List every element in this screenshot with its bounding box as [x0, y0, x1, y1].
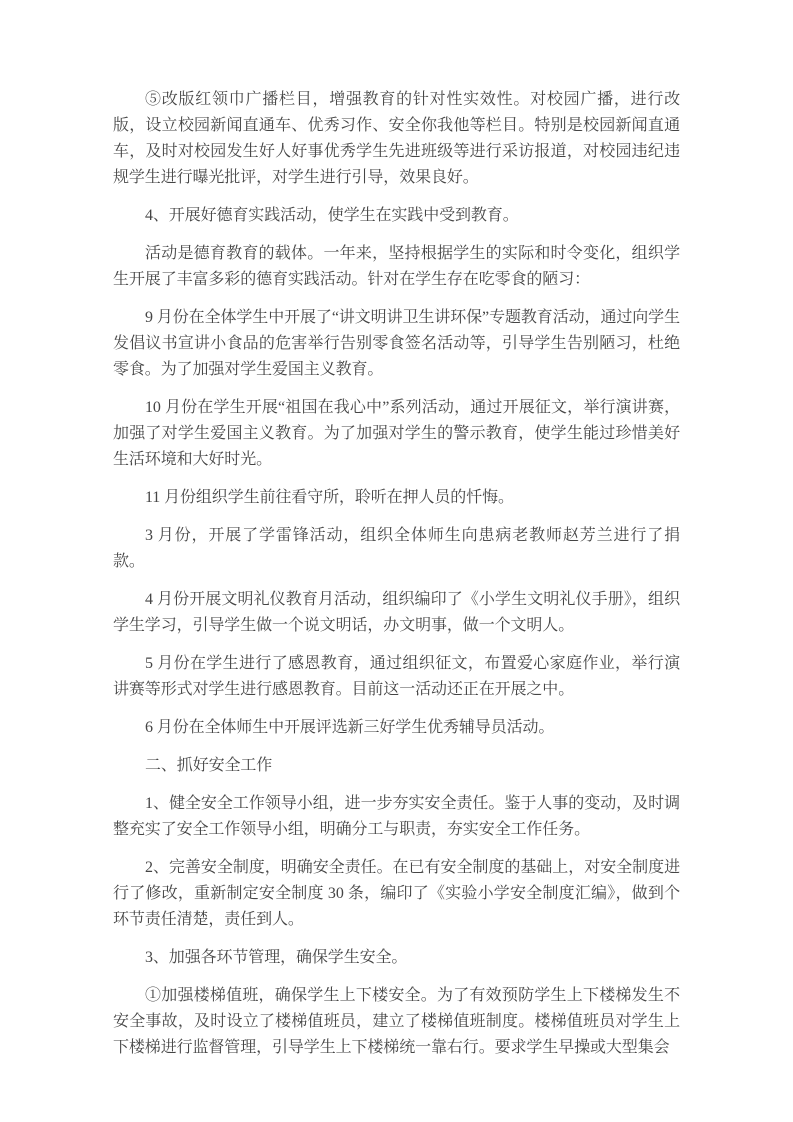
paragraph-safety-3: 3、加强各环节管理，确保学生安全。 [145, 949, 408, 966]
paragraph-april: 4 月份开展文明礼仪教育月活动，组织编印了《小学生文明礼仪手册》，组织学生学习，引导学生做一个说文明话，办文明事，做一个文明人。 [113, 591, 680, 634]
paragraph-october: 10 月份在学生开展“祖国在我心中”系列活动，通过开展征文，举行演讲赛，加强了对学生爱国主义教育。为了加强对学生的警示教育，使学生能过珍惜美好生活环境和大好时光。 [113, 399, 680, 468]
paragraph-heading-4: 4、开展好德育实践活动，使学生在实践中受到教育。 [145, 207, 519, 224]
paragraph-safety-2: 2、完善安全制度，明确安全责任。在已有安全制度的基础上，对安全制度进行了修改，重新制定安全制度 30 条，编印了《实验小学安全制度汇编》，做到个环节责任清楚，责任到人。 [113, 859, 680, 928]
paragraph-activities-intro: 活动是德育教育的载体。一年来，坚持根据学生的实际和时令变化，组织学生开展了丰富多彩的德育实践活动。针对在学生存在吃零食的陋习： [113, 245, 680, 288]
paragraph-safety-1: 1、健全安全工作领导小组，进一步夯实安全责任。鉴于人事的变动，及时调整充实了安全工作领导小组，明确分工与职责，夯实安全工作任务。 [113, 795, 680, 838]
paragraph-radio-column: ⑤改版红领巾广播栏目，增强教育的针对性实效性。对校园广播，进行改版，设立校园新闻直通车、优秀习作、安全你我他等栏目。特别是校园新闻直通车，及时对校园发生好人好事优秀学生先进班级等进行采访报道，对校园违纪违规学生进行曝光批评，对学生进行引导，效果良好。 [113, 91, 680, 186]
section-heading-safety: 二、抓好安全工作 [145, 757, 273, 774]
paragraph-may: 5 月份在学生进行了感恩教育，通过组织征文，布置爱心家庭作业，举行演讲赛等形式对学生进行感恩教育。目前这一活动还正在开展之中。 [113, 655, 680, 698]
paragraph-november: 11 月份组织学生前往看守所，聆听在押人员的忏悔。 [145, 489, 514, 506]
paragraph-september: 9 月份在全体学生中开展了“讲文明讲卫生讲环保”专题教育活动，通过向学生发倡议书宣讲小食品的危害举行告别零食签名活动等，引导学生告别陋习，杜绝零食。为了加强对学生爱国主义教育。 [113, 309, 680, 378]
paragraph-march: 3 月份，开展了学雷锋活动，组织全体师生向患病老教师赵芳兰进行了捐款。 [113, 527, 680, 570]
paragraph-june: 6 月份在全体师生中开展评选新三好学生优秀辅导员活动。 [145, 719, 555, 736]
paragraph-stair-duty: ①加强楼梯值班，确保学生上下楼安全。为了有效预防学生上下楼梯发生不安全事故，及时设立了楼梯值班员，建立了楼梯值班制度。楼梯值班员对学生上下楼梯进行监督管理，引导学生上下楼梯统一靠右行。要求学生早操或大型集会 [113, 987, 680, 1056]
